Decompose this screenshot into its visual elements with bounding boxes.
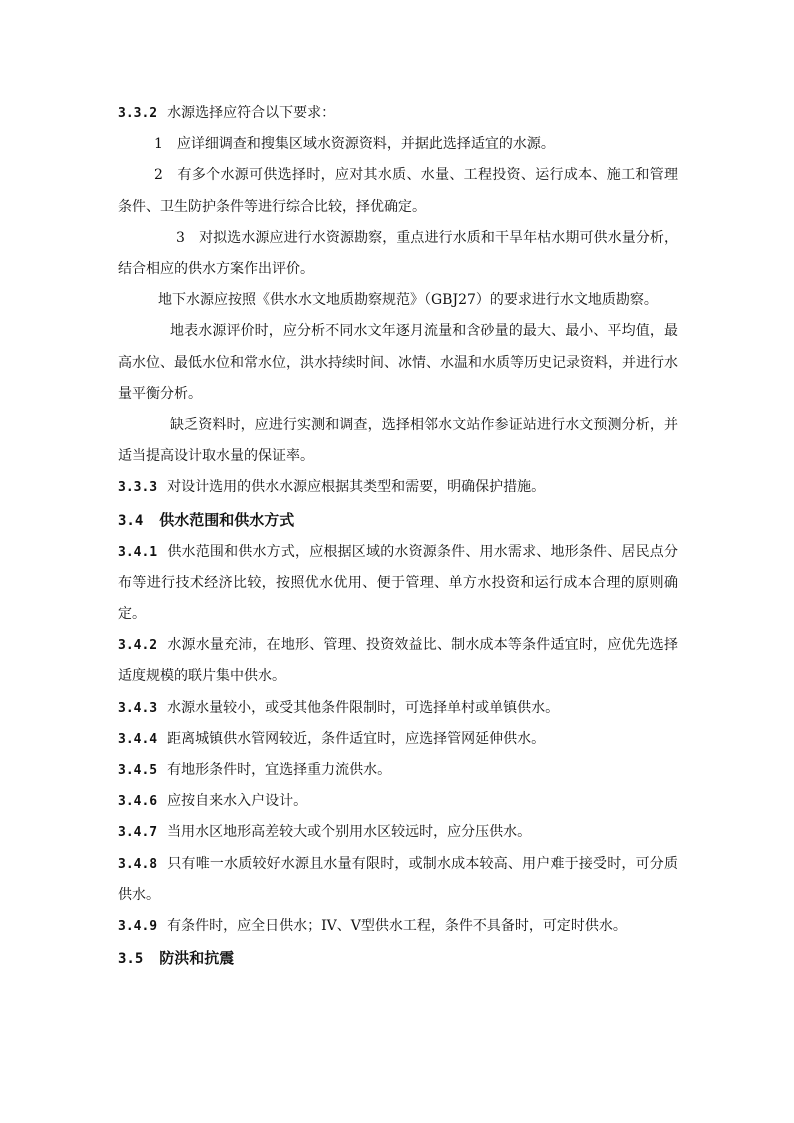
clause-number: 3.3.3 <box>118 480 158 496</box>
clause-text: 水源水量较小，或受其他条件限制时，可选择单村或单镇供水。 <box>167 699 560 716</box>
clause-number: 3.4.7 <box>118 825 158 841</box>
paragraph-groundwater: 地下水源应按照《供水水文地质勘察规范》（GBJ27）的要求进行水文地质勘察。 <box>158 292 658 309</box>
document-body <box>118 98 678 975</box>
list-item-2: 2 有多个水源可供选择时，应对其水质、水量、工程投资、运行成本、施工和管理条件、卫生防护条件等进行综合比较，择优确定。 <box>118 167 678 215</box>
clause-number: 3.4.2 <box>118 638 158 654</box>
clause-text: 有条件时，应全日供水；IV、V型供水工程，条件不具备时，可定时供水。 <box>167 918 627 935</box>
paragraph-surfacewater: 地表水源评价时，应分析不同水文年逐月流量和含砂量的最大、最小、平均值，最高水位、最低水位和常水位，洪水持续时间、冰情、水温和水质等历史记录资料，并进行水量平衡分析。 <box>118 323 678 402</box>
clause-3-4-4 <box>118 724 678 755</box>
list-item-1: 1 应详细调查和搜集区域水资源资料，并据此选择适宜的水源。 <box>154 136 555 153</box>
clause-3-4-2 <box>118 630 678 692</box>
list-item-3: 3 对拟选水源应进行水资源勘察，重点进行水质和干旱年枯水期可供水量分析，结合相应的供水方案作出评价。 <box>118 229 678 278</box>
clause-3-4-9 <box>118 911 678 942</box>
clause-number: 3.4.1 <box>118 544 158 560</box>
section-number: 3.4 <box>118 512 144 529</box>
clause-3-4-3 <box>118 693 678 724</box>
clause-text: 当用水区地形高差较大或个别用水区较远时，应分压供水。 <box>167 824 532 841</box>
section-heading-3-5 <box>118 942 678 975</box>
clause-text: 有地形条件时，宜选择重力流供水。 <box>167 762 392 779</box>
clause-number: 3.4.9 <box>118 919 158 935</box>
clause-3-4-1 <box>118 537 678 631</box>
clause-number: 3.3.2 <box>118 106 158 121</box>
clause-3-4-5 <box>118 755 678 786</box>
clause-number: 3.4.8 <box>118 856 158 872</box>
clause-text: 供水范围和供水方式，应根据区域的水资源条件、用水需求、地形条件、居民点分布等进行技术经济比较，按照优水优用、便于管理、单方水投资和运行成本合理的原则确定。 <box>118 543 678 623</box>
clause-3-4-6 <box>118 786 678 817</box>
section-number: 3.5 <box>118 951 144 968</box>
clause-text: 对设计选用的供水水源应根据其类型和需要，明确保护措施。 <box>167 479 546 496</box>
clause-text: 应按自来水入户设计。 <box>167 793 308 810</box>
clause-text: 只有唯一水质较好水源且水量有限时，或制水成本较高、用户难于接受时，可分质供水。 <box>118 855 678 903</box>
section-title: 防洪和抗震 <box>159 949 235 968</box>
clause-text: 距离城镇供水管网较近，条件适宜时，应选择管网延伸供水。 <box>167 730 546 747</box>
section-heading-3-4 <box>118 504 678 537</box>
paragraph-missing-data: 缺乏资料时，应进行实测和调查，选择相邻水文站作参证站进行水文预测分析，并适当提高设计取水量的保证率。 <box>118 417 678 465</box>
clause-text: 水源选择应符合以下要求： <box>167 105 336 121</box>
clause-text: 水源水量充沛，在地形、管理、投资效益比、制水成本等条件适宜时，应优先选择适度规模的联片集中供水。 <box>118 637 678 685</box>
clause-3-3-3 <box>118 472 678 503</box>
clause-number: 3.4.3 <box>118 700 158 716</box>
clause-3-4-7 <box>118 817 678 848</box>
clause-number: 3.4.6 <box>118 794 158 810</box>
section-title: 供水范围和供水方式 <box>159 510 295 529</box>
clause-number: 3.4.4 <box>118 731 158 747</box>
clause-3-3-2 <box>118 98 678 129</box>
clause-3-4-8 <box>118 849 678 911</box>
clause-number: 3.4.5 <box>118 763 158 779</box>
